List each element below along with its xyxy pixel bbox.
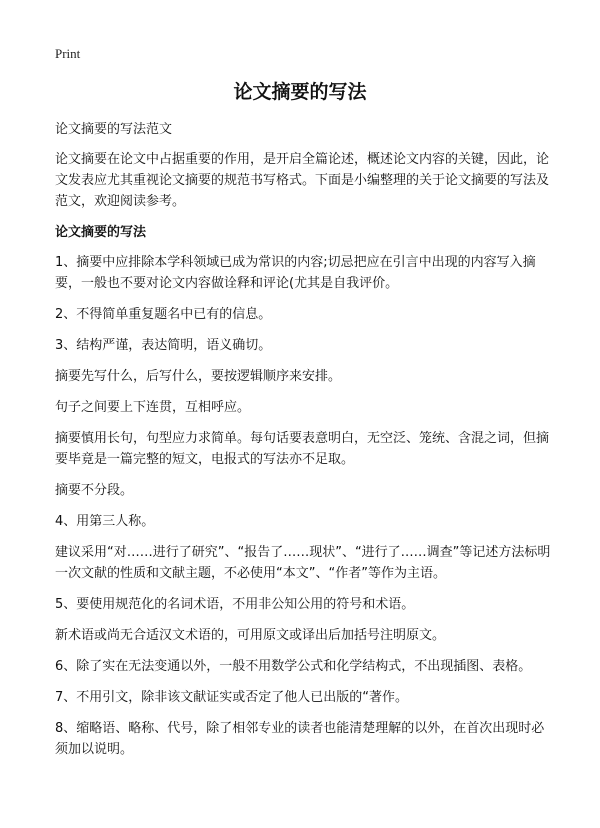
paragraph-rule-6: 6、除了实在无法变通以外，一般不用数学公式和化学结构式，不出现插图、表格。 [55, 659, 532, 674]
paragraph-rule-3: 3、结构严谨，表达简明，语义确切。 [55, 338, 272, 353]
paragraph-rule-7: 7、不用引文，除非该文献证实或否定了他人已出版的“著作。 [55, 690, 409, 705]
article-body [55, 119, 555, 770]
print-link[interactable]: Print [55, 46, 81, 61]
paragraph-rule-4: 4、用第三人称。 [55, 514, 155, 529]
intro-paragraph: 论文摘要在论文中占据重要的作用，是开启全篇论述，概述论文内容的关键，因此，论文发表应尤其重视论文摘要的规范书写格式。下面是小编整理的关于论文摘要的写法及范文，欢迎阅读参考。 [55, 152, 550, 209]
paragraph-coherence: 句子之间要上下连贯，互相呼应。 [55, 400, 251, 415]
paragraph-sentences: 摘要慎用长句，句型应力求简单。每句话要表意明白，无空泛、笼统、含混之词，但摘要毕竟是一篇完整的短文，电报式的写法亦不足取。 [55, 431, 550, 467]
paragraph-no-sections: 摘要不分段。 [55, 483, 134, 498]
paragraph-rule-5: 5、要使用规范化的名词术语，不用非公知公用的符号和术语。 [55, 597, 415, 612]
paragraph-rule-2: 2、不得简单重复题名中已有的信息。 [55, 307, 272, 322]
paragraph-new-terms: 新术语或尚无合适汉文术语的，可用原文或译出后加括号注明原文。 [55, 628, 446, 643]
paragraph-order: 摘要先写什么，后写什么，要按逻辑顺序来安排。 [55, 369, 342, 384]
paragraph-rule-8: 8、缩略语、略称、代号，除了相邻专业的读者也能清楚理解的以外，在首次出现时必须加以说明。 [55, 721, 545, 757]
section-heading: 论文摘要的写法 [55, 225, 147, 240]
page-title: 论文摘要的写法 [233, 81, 367, 103]
document-subtitle: 论文摘要的写法范文 [55, 122, 173, 137]
paragraph-rule-1: 1、摘要中应排除本学科领域已成为常识的内容;切忌把应在引言中出现的内容写入摘要，一般也不要对论文内容做诠释和评论(尤其是自我评价。 [55, 255, 536, 291]
paragraph-wording: 建议采用“对……进行了研究”、“报告了……现状”、“进行了……调查”等记述方法标明一次文献的性质和文献主题，不必使用“本文”、“作者”等作为主语。 [55, 545, 551, 581]
